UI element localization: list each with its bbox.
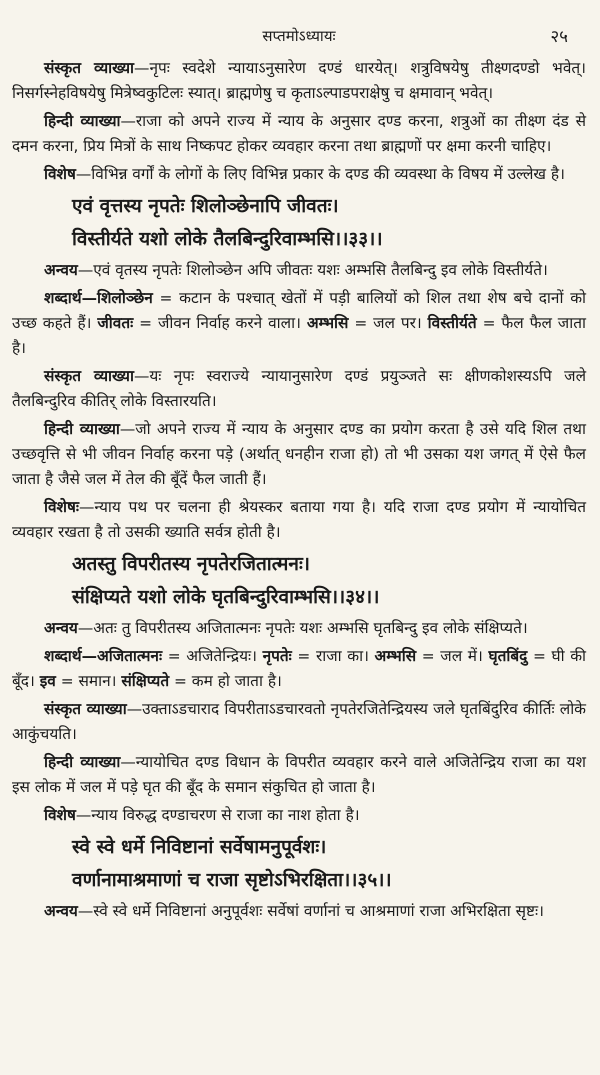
paragraph-label: शब्दार्थ—अजितात्मनः <box>44 647 163 665</box>
paragraph-label: अन्वय <box>44 902 78 920</box>
term: इव <box>39 672 56 690</box>
special-note-34 <box>12 803 586 828</box>
paragraph-label: हिन्दी व्याख्या <box>44 112 121 130</box>
paragraph-label: अन्वय <box>44 619 78 637</box>
special-note-1 <box>12 162 586 187</box>
anvaya-33 <box>12 258 586 283</box>
paragraph-label: हिन्दी व्याख्या <box>44 753 121 771</box>
paragraph-text: = समान। <box>55 672 122 690</box>
paragraph-text: —न्याय पथ पर चलना ही श्रेयस्कर बताया गया है। यदि राजा दण्ड प्रयोग में न्यायोचित व्यवहार रखता है तो उसकी ख्याति सर्वत्र होती है। <box>12 498 586 541</box>
paragraph-text: —राजा को अपने राज्य में न्याय के अनुसार दण्ड करना, शत्रुओं का तीक्ष्ण दंड से दमन करना, प्रिय मित्रों के साथ निष्कपट होकर व्यवहार करना तथा ब्राह्मणों पर क्षमा करनी चाहिए। <box>12 112 586 155</box>
word-meaning-33 <box>12 286 586 361</box>
paragraph-text: = घी की बूँद। <box>12 647 587 690</box>
verse-34 <box>72 548 586 614</box>
paragraph-label: विशेष <box>44 806 76 824</box>
paragraph-text: = जल में। <box>416 647 489 665</box>
page-number: २५ <box>550 27 568 47</box>
paragraph-text: = अजितेन्द्रियः। <box>162 647 263 665</box>
hindi-commentary-1 <box>12 109 586 159</box>
paragraph-text: —यः नृपः स्वराज्ये न्यायानुसारेण दण्डं प्रयुञ्जते सः क्षीणकोशस्यऽपि जले तैलबिन्दुरिव कीतिर् लोके विस्तारयति। <box>12 367 587 410</box>
anvaya-35 <box>12 899 586 924</box>
paragraph-label: विशेष <box>44 165 76 183</box>
running-title: सप्तमोऽध्यायः <box>262 27 336 45</box>
paragraph-label: हिन्दी व्याख्या <box>44 420 120 438</box>
paragraph-text: = राजा का। <box>291 647 375 665</box>
paragraph-label: संस्कृत व्याख्या <box>44 59 135 77</box>
word-meaning-34 <box>12 644 586 694</box>
paragraph-text: = जल पर। <box>348 314 428 332</box>
paragraph-text: —विभिन्न वर्गों के लोगों के लिए विभिन्न प्रकार के दण्ड की व्यवस्था के विषय में उल्लेख है। <box>75 165 565 183</box>
term: नृपतेः <box>262 647 292 665</box>
verse-line: संक्षिप्यते यशो लोके घृतबिन्दुरिवाम्भसि।।३४।। <box>72 586 380 608</box>
paragraph-text: = कम हो जाता है। <box>169 672 282 690</box>
term: विस्तीर्यते <box>427 314 477 332</box>
paragraph-text: = जीवन निर्वाह करने वाला। <box>133 314 307 332</box>
sanskrit-commentary-34 <box>12 697 586 747</box>
sanskrit-commentary-33 <box>12 364 586 414</box>
verse-33 <box>72 190 586 256</box>
paragraph-label: विशेषः <box>44 498 80 516</box>
page-body <box>12 56 586 924</box>
paragraph-text: —न्यायोचित दण्ड विधान के विपरीत व्यवहार करने वाले अजितेन्द्रिय राजा का यश इस लोक में जल में पड़े घृत की बूँद के समान संकुचित हो जाता है। <box>12 753 586 796</box>
hindi-commentary-34 <box>12 750 586 800</box>
paragraph-text: —उक्ताऽडचाराद विपरीताऽडचारवतो नृपतेरजितेन्द्रियस्य जले घृतबिंदुरिव कीर्तिः लोके आकुंचयति। <box>12 700 586 743</box>
paragraph-text: = कटान के पश्चात् खेतों में पड़ी बालियों को शिल तथा शेष बचे दानों को उच्छ कहते हैं। <box>12 289 586 332</box>
term: अम्भसि <box>374 647 417 665</box>
paragraph-text: = फैल फैल जाता है। <box>12 314 586 357</box>
paragraph-text: —नृपः स्वदेशे न्यायाऽनुसारेण दण्डं धारयेत्। शत्रुविषयेषु तीक्ष्णदण्डो भवेत्। निसर्गस्नेहविषयेषु मित्रेष्वकुटिलः स्यात्। ब्राह्मणेषु च कृताऽल्पाडपराक्षेषु च क्षमावान् भवेत्। <box>12 59 587 102</box>
verse-line: अतस्तु विपरीतस्य नृपतेरजितात्मनः। <box>72 553 311 575</box>
verse-line: एवं वृत्तस्य नृपतेः शिलोञ्छेनापि जीवतः। <box>72 195 339 217</box>
page-header <box>12 26 586 56</box>
paragraph-text: —अतः तु विपरीतस्य अजितात्मनः नृपतेः यशः अम्भसि घृतबिन्दु इव लोके संक्षिप्यते। <box>77 619 528 637</box>
paragraph-label: संस्कृत व्याख्या <box>44 367 134 385</box>
verse-line: विस्तीर्यते यशो लोके तैलबिन्दुरिवाम्भसि।।३३।। <box>72 228 383 250</box>
verse-35 <box>72 831 586 897</box>
paragraph-label: संस्कृत व्याख्या <box>44 700 127 718</box>
paragraph-text: —स्वे स्वे धर्मे निविष्टानां अनुपूर्वशः सर्वेषां वर्णानां च आश्रमाणां राजा अभिरक्षिता सृष्टः। <box>77 902 544 920</box>
verse-line: वर्णानामाश्रमाणां च राजा सृष्टोऽभिरक्षिता।।३५।। <box>72 869 392 891</box>
paragraph-text: —जो अपने राज्य में न्याय के अनुसार दण्ड का प्रयोग करता है उसे यदि शिल तथा उच्छवृत्ति से भी जीवन निर्वाह करना पड़े (अर्थात् धनहीन राजा हो) तो भी उसका यश जगत् में ऐसे फैल जाता है जैसे जल में तेल की बूँदें फैल जाती हैं। <box>12 420 586 488</box>
paragraph-text: —एवं वृतस्य नृपतेः शिलोञ्छेन अपि जीवतः यशः अम्भसि तैलबिन्दु इव लोके विस्तीर्यते। <box>77 261 548 279</box>
term: अम्भसि <box>306 314 349 332</box>
term: संक्षिप्यते <box>121 672 170 690</box>
paragraph-label: शब्दार्थ—शिलोञ्छेन <box>44 289 153 307</box>
term: जीवतः <box>97 314 134 332</box>
sanskrit-commentary-1 <box>12 56 586 106</box>
anvaya-34 <box>12 616 586 641</box>
verse-line: स्वे स्वे धर्मे निविष्टानां सर्वेषामनुपूर्वशः। <box>72 836 327 858</box>
term: घृतबिंदु <box>488 647 528 665</box>
hindi-commentary-33 <box>12 417 586 492</box>
paragraph-text: —न्याय विरुद्ध दण्डाचरण से राजा का नाश होता है। <box>75 806 360 824</box>
special-note-33 <box>12 495 586 545</box>
paragraph-label: अन्वय <box>44 261 78 279</box>
